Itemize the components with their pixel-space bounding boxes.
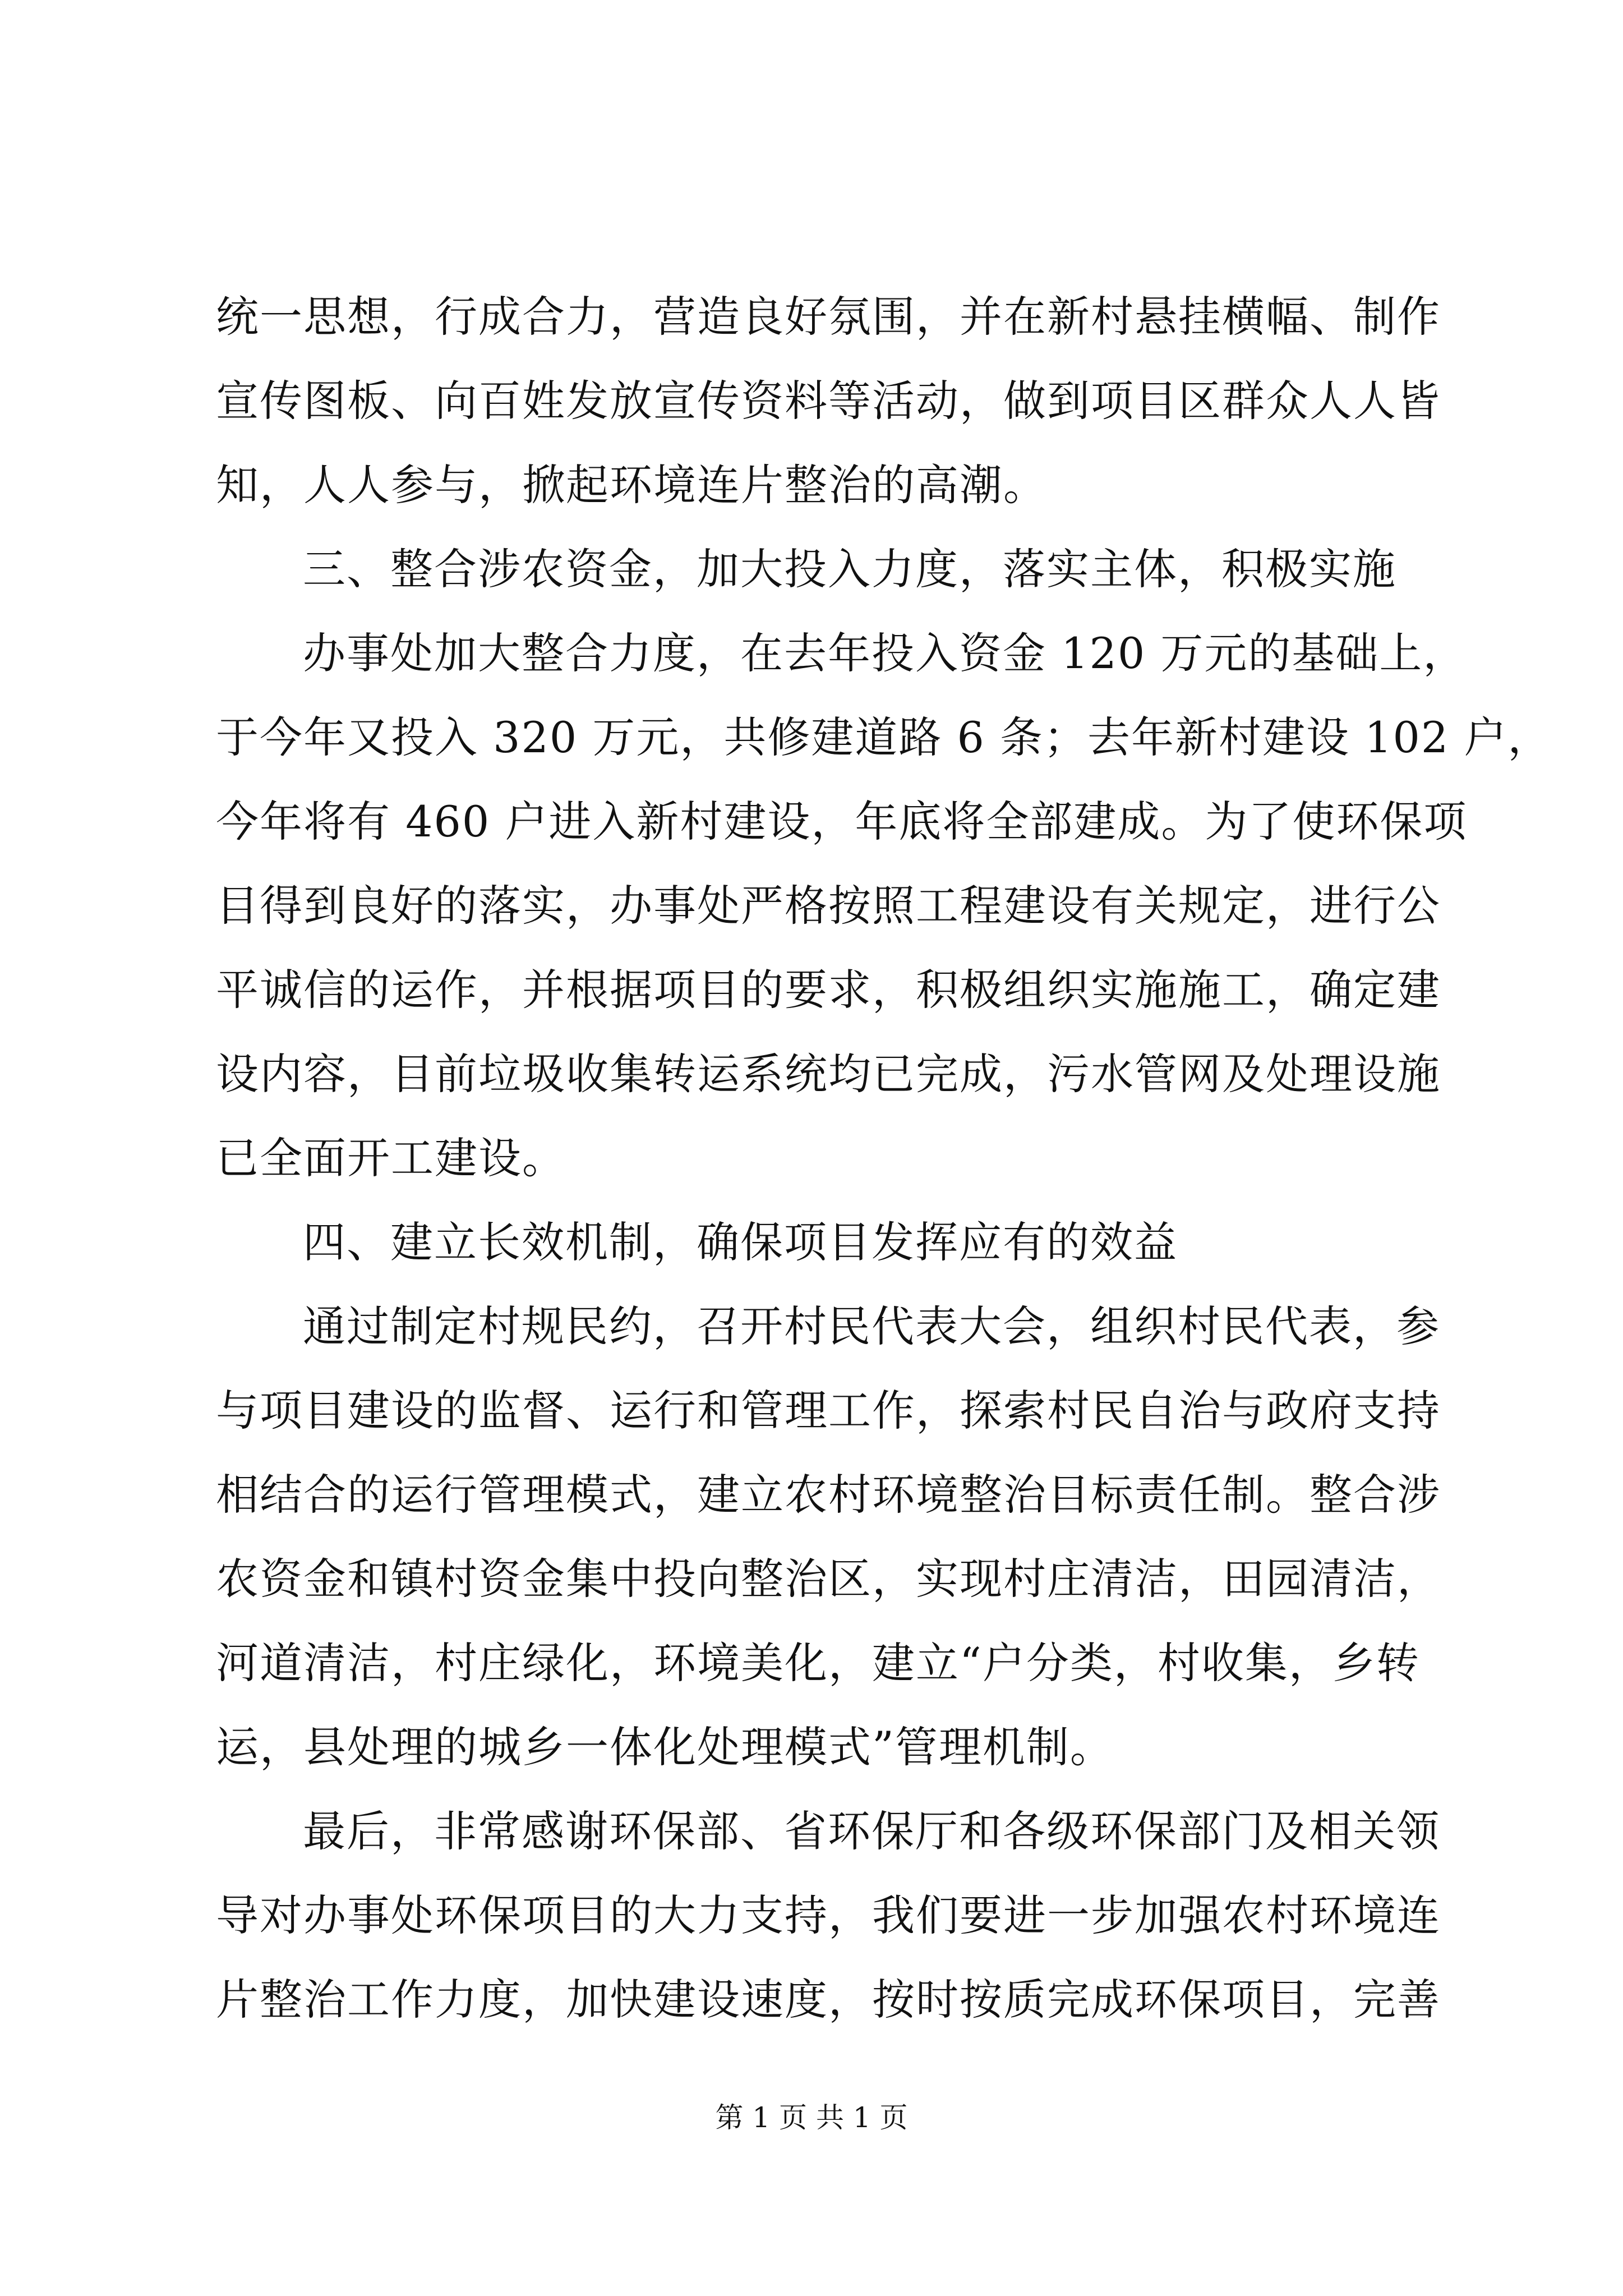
body-line: 于今年又投入 320 万元，共修建道路 6 条；去年新村建设 102 户， [216, 712, 1552, 762]
section-heading: 三、整合涉农资金，加大投入力度，落实主体，积极实施 [303, 544, 1396, 594]
body-line: 片整治工作力度，加快建设速度，按时按质完成环保项目，完善 [216, 1975, 1441, 2024]
body-line: 河道清洁，村庄绿化，环境美化，建立“户分类，村收集，乡转 [216, 1638, 1420, 1688]
body-line: 导对办事处环保项目的大力支持，我们要进一步加强农村环境连 [216, 1890, 1441, 1940]
body-line: 与项目建设的监督、运行和管理工作，探索村民自治与政府支持 [216, 1386, 1441, 1435]
body-line: 今年将有 460 户进入新村建设，年底将全部建成。为了使环保项 [216, 797, 1468, 846]
body-line: 知，人人参与，掀起环境连片整治的高潮。 [216, 460, 1047, 510]
body-line: 设内容，目前垃圾收集转运系统均已完成，污水管网及处理设施 [216, 1049, 1441, 1099]
body-line: 统一思想，行成合力，营造良好氛围，并在新村悬挂横幅、制作 [216, 292, 1441, 342]
page-footer: 第 1 页 共 1 页 [715, 2101, 908, 2134]
body-line: 已全面开工建设。 [216, 1133, 566, 1183]
body-line: 通过制定村规民约，召开村民代表大会，组织村民代表，参 [303, 1301, 1440, 1351]
body-line: 最后，非常感谢环保部、省环保厅和各级环保部门及相关领 [303, 1806, 1440, 1856]
body-line: 农资金和镇村资金集中投向整治区，实现村庄清洁，田园清洁， [216, 1554, 1441, 1604]
section-heading: 四、建立长效机制，确保项目发挥应有的效益 [303, 1217, 1178, 1267]
body-line: 相结合的运行管理模式，建立农村环境整治目标责任制。整合涉 [216, 1470, 1441, 1520]
body-line: 运，县处理的城乡一体化处理模式”管理机制。 [216, 1722, 1114, 1772]
body-line: 办事处加大整合力度，在去年投入资金 120 万元的基础上， [303, 628, 1467, 678]
body-line: 宣传图板、向百姓发放宣传资料等活动，做到项目区群众人人皆 [216, 376, 1441, 426]
body-line: 目得到良好的落实，办事处严格按照工程建设有关规定，进行公 [216, 881, 1441, 931]
body-line: 平诚信的运作，并根据项目的要求，积极组织实施施工，确定建 [216, 965, 1441, 1015]
